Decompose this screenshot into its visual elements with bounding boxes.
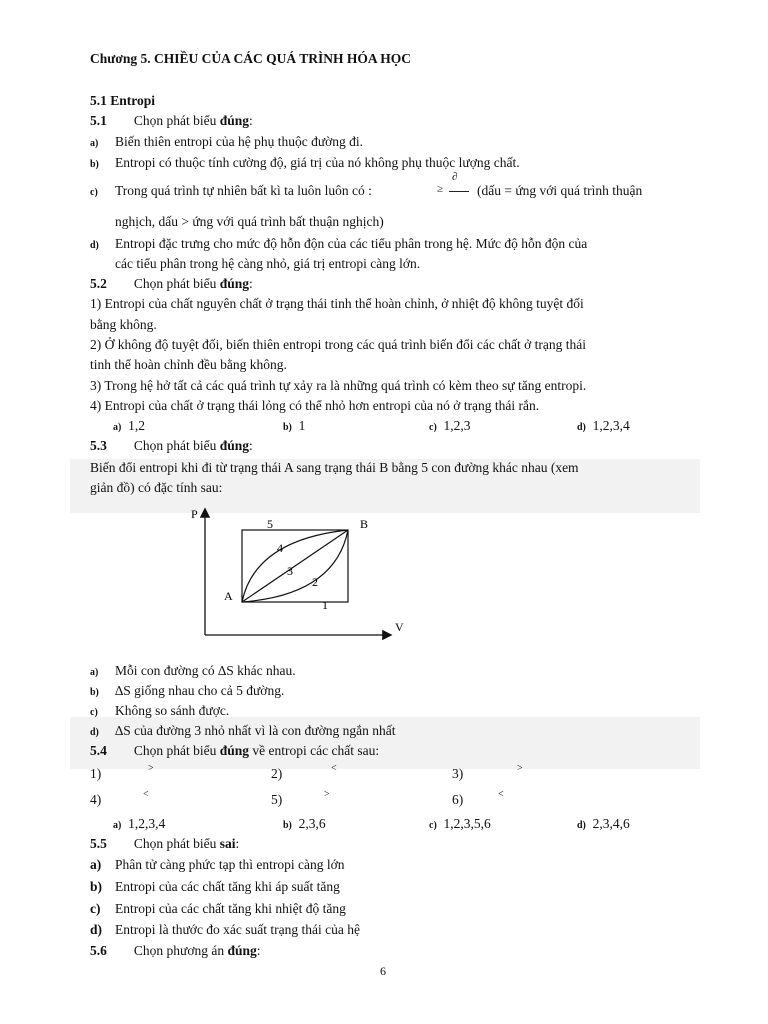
item-4: 4)	[90, 792, 102, 807]
option-d: d)	[90, 727, 99, 738]
option-b-text: Entropi có thuộc tính cường độ, giá trị của nó không phụ thuộc lượng chất.	[115, 155, 520, 170]
option-d-text: Entropi đặc trưng cho mức độ hỗn độn của các tiểu phân trong hệ. Mức độ hỗn độn của	[115, 236, 588, 251]
option-c-text: Trong quá trình tự nhiên bất kì ta luôn luôn có :	[115, 183, 372, 198]
question-5-3-text-2: giản đồ) có đặc tính sau:	[90, 480, 223, 495]
option-d-text-2: các tiểu phân trong hệ càng nhỏ, giá trị entropi càng lớn.	[115, 256, 421, 271]
option-a-text: Phân tử càng phức tạp thì entropi càng lớn	[115, 857, 345, 872]
item-5-sign: >	[324, 789, 330, 800]
question-5-2-header: 5.2 Chọn phát biểu đúng:	[90, 276, 253, 291]
item-3-sign: >	[517, 763, 523, 774]
option-c: c)	[90, 707, 98, 718]
p-label: P	[191, 507, 198, 521]
question-5-3-text: Biến đổi entropi khi đi từ trạng thái A sang trạng thái B bằng 5 con đường khác nhau (xem	[90, 460, 579, 475]
statement-2-cont: tinh thể hoàn chỉnh đều bằng không.	[90, 357, 287, 372]
option-b: b)	[90, 879, 103, 894]
point-b-label: B	[360, 517, 369, 531]
answer-c: c) 1,2,3,5,6	[429, 816, 491, 831]
statement-2: 2) Ở không độ tuyệt đối, biến thiên entropi trong các quá trình biến đổi các chất ở trạng thái	[90, 337, 586, 352]
chapter-title: Chương 5. CHIỀU CỦA CÁC QUÁ TRÌNH HÓA HỌC	[90, 51, 411, 66]
item-6: 6)	[452, 792, 464, 807]
answer-c: c) 1,2,3	[429, 418, 471, 433]
question-5-6-header: 5.6 Chọn phương án đúng:	[90, 943, 261, 958]
point-a-label: A	[224, 589, 233, 603]
item-1: 1)	[90, 766, 102, 781]
path-5-label: 5	[267, 517, 273, 531]
statement-3: 3) Trong hệ hở tất cả các quá trình tự xảy ra là những quá trình có kèm theo sự tăng entropi.	[90, 378, 587, 393]
item-5: 5)	[271, 792, 283, 807]
statement-1: 1) Entropi của chất nguyên chất ở trạng thái tinh thể hoàn chỉnh, ở nhiệt độ không tuyệt đối	[90, 296, 584, 311]
option-b-text: ∆S giống nhau cho cả 5 đường.	[115, 683, 285, 698]
option-c-text-2: (dấu = ứng với quá trình thuận	[477, 183, 643, 198]
fraction-bar	[449, 191, 469, 192]
question-5-4-header: 5.4 Chọn phát biểu đúng về entropi các chất sau:	[90, 743, 380, 758]
statement-4: 4) Entropi của chất ở trạng thái lỏng có thể nhỏ hơn entropi của nó ở trạng thái rắn.	[90, 398, 540, 413]
item-3: 3)	[452, 766, 464, 781]
item-4-sign: <	[143, 789, 149, 800]
answer-a: a) 1,2	[113, 418, 145, 433]
pv-diagram	[180, 500, 420, 650]
partial-symbol: ∂	[452, 171, 458, 183]
option-a-text: Mỗi con đường có ∆S khác nhau.	[115, 663, 296, 678]
option-d: d)	[90, 240, 99, 251]
option-c-text: Không so sánh được.	[115, 703, 230, 718]
answer-d: d) 1,2,3,4	[577, 418, 630, 433]
option-d-text: Entropi là thước đo xác suất trạng thái của hệ	[115, 922, 360, 937]
v-label: V	[395, 620, 404, 634]
statement-1-cont: bằng không.	[90, 317, 157, 332]
option-a-text: Biến thiên entropi của hệ phụ thuộc đường đi.	[115, 134, 364, 149]
item-1-sign: >	[148, 763, 154, 774]
option-c-text-3: nghịch, dấu > ứng với quá trình bất thuận nghịch)	[115, 214, 384, 229]
item-2-sign: <	[331, 763, 337, 774]
question-5-3-header: 5.3 Chọn phát biểu đúng:	[90, 438, 253, 453]
option-d: d)	[90, 922, 103, 937]
option-a: a)	[90, 857, 102, 872]
option-c: c)	[90, 187, 98, 198]
option-a: a)	[90, 138, 99, 149]
item-2: 2)	[271, 766, 283, 781]
path-4-label: 4	[277, 541, 283, 555]
option-b: b)	[90, 159, 99, 170]
answer-b: b) 2,3,6	[283, 816, 326, 831]
path-2-label: 2	[312, 575, 318, 589]
path-1-label: 1	[322, 598, 328, 612]
page-number: 6	[380, 964, 386, 978]
path-3-label: 3	[287, 564, 293, 578]
option-a: a)	[90, 667, 99, 678]
answer-b: b) 1	[283, 418, 306, 433]
option-d-text: ∆S của đường 3 nhỏ nhất vì là con đường ngắn nhất	[115, 723, 396, 738]
answer-d: d) 2,3,4,6	[577, 816, 630, 831]
geq-sign: ≥	[437, 183, 444, 195]
question-5-1-header: 5.1 Chọn phát biểu đúng:	[90, 113, 253, 128]
question-5-5-header: 5.5 Chọn phát biểu sai:	[90, 836, 240, 851]
option-c-text: Entropi của các chất tăng khi nhiệt độ tăng	[115, 901, 346, 916]
section-heading: 5.1 Entropi	[90, 93, 156, 108]
option-b: b)	[90, 687, 99, 698]
answer-a: a) 1,2,3,4	[113, 816, 166, 831]
option-b-text: Entropi của các chất tăng khi áp suất tăng	[115, 879, 340, 894]
option-c: c)	[90, 901, 101, 916]
item-6-sign: <	[498, 789, 504, 800]
